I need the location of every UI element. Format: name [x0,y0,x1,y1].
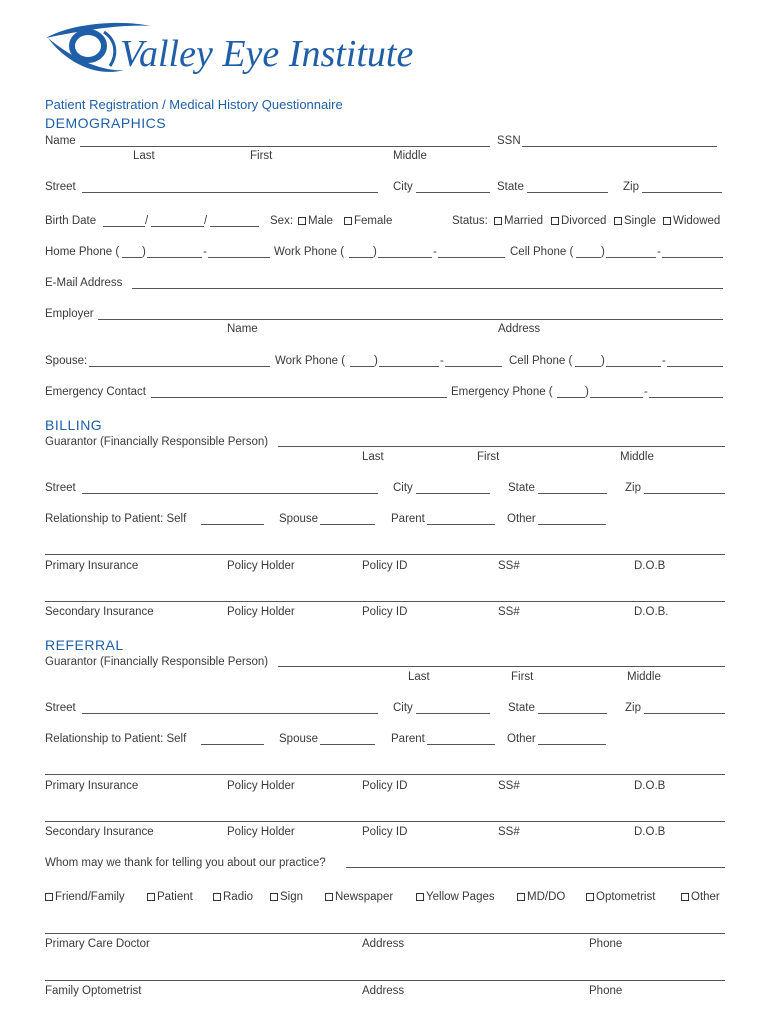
female-label: Female [354,215,393,227]
referral-city-label: City [393,702,413,714]
employer-name-sub: Name [227,323,258,335]
referral-secondary-insurance-line[interactable] [45,821,725,822]
billing-sub-middle: Middle [620,451,654,463]
paren: ) [374,355,378,367]
option-label: MD/DO [527,891,566,903]
cell-phone-area-field[interactable] [576,257,601,258]
option-yellow-pages[interactable] [416,890,495,904]
billing-primary-ss: SS# [498,560,520,572]
primary-care-line[interactable] [45,933,725,934]
dash: - [662,355,666,367]
status-single-option[interactable] [614,214,656,228]
dash: - [644,386,648,398]
paren: ) [585,386,589,398]
family-optometrist-address: Address [362,985,405,997]
billing-other-field[interactable] [538,524,606,525]
billing-street-label: Street [45,482,76,494]
checkbox-icon [681,893,689,901]
referral-zip-field[interactable] [644,713,725,714]
spouse-work-phone-label: Work Phone ( [275,355,346,367]
option-sign[interactable] [270,890,303,904]
checkbox-icon [325,893,333,901]
referral-parent-field[interactable] [427,744,495,745]
cell-phone-number-field[interactable] [662,257,723,258]
status-divorced-option[interactable] [551,214,606,228]
checkbox-icon [213,893,221,901]
referral-parent-label: Parent [391,733,425,745]
checkbox-icon [270,893,278,901]
street-field[interactable] [82,192,378,193]
thank-question-label: Whom may we thank for telling you about our practice? [45,857,326,869]
emergency-phone-number-field[interactable] [649,397,723,398]
form-title: Patient Registration / Medical History Questionnaire [45,97,343,112]
option-label: Sign [280,891,304,903]
birth-month-field[interactable] [103,226,145,227]
billing-secondary-policy-id: Policy ID [362,606,408,618]
spouse-label: Spouse: [45,355,88,367]
billing-other-label: Other [507,513,536,525]
birth-day-field[interactable] [151,226,204,227]
spouse-work-number-field[interactable] [445,366,502,367]
ssn-field[interactable] [522,146,717,147]
employer-field[interactable] [98,319,723,320]
work-phone-area-field[interactable] [349,257,373,258]
option-optometrist[interactable] [586,890,655,904]
referral-secondary-insurance-label: Secondary Insurance [45,826,154,838]
home-phone-area-field[interactable] [122,257,142,258]
status-label: Status: [452,215,488,227]
referral-sub-last: Last [408,671,430,683]
sub-first: First [250,150,273,162]
checkbox-icon [298,217,306,225]
checkbox-icon [45,893,53,901]
billing-self-field[interactable] [201,524,264,525]
home-phone-label: Home Phone ( [45,246,120,258]
checkbox-icon [663,217,671,225]
male-label: Male [308,215,333,227]
sub-last: Last [133,150,155,162]
checkbox-icon [344,217,352,225]
spouse-cell-prefix-field[interactable] [606,366,661,367]
cell-phone-prefix-field[interactable] [606,257,656,258]
state-field[interactable] [527,192,608,193]
billing-city-field[interactable] [416,493,490,494]
referral-primary-policy-id: Policy ID [362,780,408,792]
spouse-work-prefix-field[interactable] [379,366,439,367]
checkbox-icon [416,893,424,901]
dash: - [440,355,444,367]
billing-state-label: State [508,482,535,494]
billing-zip-field[interactable] [644,493,725,494]
option-label: Patient [157,891,193,903]
checkbox-icon [494,217,502,225]
billing-secondary-insurance-line[interactable] [45,601,725,602]
family-optometrist-line[interactable] [45,980,725,981]
primary-care-address: Address [362,938,405,950]
paren: ) [373,246,377,258]
work-phone-label: Work Phone ( [274,246,345,258]
billing-state-field[interactable] [538,493,607,494]
thank-question-field[interactable] [346,867,725,868]
employer-address-sub: Address [498,323,541,335]
billing-sub-last: Last [362,451,384,463]
status-widowed-option[interactable] [663,214,720,228]
billing-street-field[interactable] [82,493,378,494]
option-label: Newspaper [335,891,394,903]
referral-secondary-ss: SS# [498,826,520,838]
sex-female-option[interactable] [344,214,392,228]
referral-secondary-dob: D.O.B [634,826,666,838]
dash: - [657,246,661,258]
family-optometrist-label: Family Optometrist [45,985,142,997]
billing-spouse-field[interactable] [320,524,375,525]
referral-secondary-policy-id: Policy ID [362,826,408,838]
divorced-label: Divorced [561,215,607,227]
emergency-contact-label: Emergency Contact [45,386,146,398]
billing-secondary-ss: SS# [498,606,520,618]
billing-primary-policy-holder: Policy Holder [227,560,295,572]
billing-relationship-label: Relationship to Patient: Self [45,513,187,525]
state-label: State [497,181,524,193]
referral-guarantor-label: Guarantor (Financially Responsible Person) [45,656,269,668]
billing-primary-insurance-label: Primary Insurance [45,560,139,572]
emergency-phone-prefix-field[interactable] [590,397,643,398]
billing-city-label: City [393,482,413,494]
referral-zip-label: Zip [625,702,641,714]
spouse-work-area-field[interactable] [350,366,374,367]
billing-parent-label: Parent [391,513,425,525]
city-field[interactable] [416,192,490,193]
billing-primary-policy-id: Policy ID [362,560,408,572]
date-slash: / [204,215,208,227]
billing-heading: BILLING [45,417,103,433]
checkbox-icon [614,217,622,225]
referral-sub-middle: Middle [627,671,661,683]
zip-label: Zip [623,181,639,193]
sex-label: Sex: [270,215,294,227]
referral-spouse-label: Spouse [279,733,319,745]
referral-sub-first: First [511,671,534,683]
referral-city-field[interactable] [416,713,490,714]
referral-primary-insurance-line[interactable] [45,774,725,775]
paren: ) [601,246,605,258]
referral-primary-dob: D.O.B [634,780,666,792]
logo-wordmark: Valley Eye Institute [120,33,414,75]
single-label: Single [624,215,656,227]
billing-primary-insurance-line[interactable] [45,554,725,555]
email-label: E-Mail Address [45,277,123,289]
work-phone-prefix-field[interactable] [378,257,432,258]
work-phone-number-field[interactable] [438,257,505,258]
option-label: Other [691,891,720,903]
referral-street-field[interactable] [82,713,378,714]
billing-secondary-dob: D.O.B. [634,606,669,618]
referral-guarantor-field[interactable] [278,666,725,667]
referral-spouse-field[interactable] [320,744,375,745]
billing-zip-label: Zip [625,482,641,494]
referral-primary-ss: SS# [498,780,520,792]
paren: ) [601,355,605,367]
checkbox-icon [147,893,155,901]
city-label: City [393,181,413,193]
referral-secondary-policy-holder: Policy Holder [227,826,295,838]
married-label: Married [504,215,543,227]
referral-state-label: State [508,702,535,714]
demographics-heading: DEMOGRAPHICS [45,115,167,131]
date-slash: / [145,215,149,227]
referral-state-field[interactable] [538,713,607,714]
birth-date-label: Birth Date [45,215,97,227]
billing-primary-dob: D.O.B [634,560,666,572]
referral-street-label: Street [45,702,76,714]
sub-middle: Middle [393,150,427,162]
street-label: Street [45,181,76,193]
primary-care-phone: Phone [589,938,623,950]
referral-relationship-label: Relationship to Patient: Self [45,733,187,745]
referral-primary-policy-holder: Policy Holder [227,780,295,792]
checkbox-icon [517,893,525,901]
zip-field[interactable] [642,192,722,193]
checkbox-icon [586,893,594,901]
home-phone-prefix-field[interactable] [147,257,202,258]
dash: - [203,246,207,258]
birth-year-field[interactable] [210,226,259,227]
widowed-label: Widowed [673,215,721,227]
option-label: Yellow Pages [426,891,495,903]
cell-phone-label: Cell Phone ( [510,246,574,258]
billing-guarantor-label: Guarantor (Financially Responsible Person) [45,436,269,448]
primary-care-label: Primary Care Doctor [45,938,150,950]
emergency-phone-label: Emergency Phone ( [451,386,553,398]
option-label: Optometrist [596,891,656,903]
billing-parent-field[interactable] [427,524,495,525]
referral-self-field[interactable] [201,744,264,745]
email-field[interactable] [132,288,723,289]
family-optometrist-phone: Phone [589,985,623,997]
billing-secondary-policy-holder: Policy Holder [227,606,295,618]
billing-secondary-insurance-label: Secondary Insurance [45,606,154,618]
referral-heading: REFERRAL [45,637,124,653]
option-patient[interactable] [147,890,193,904]
name-label: Name [45,135,76,147]
spouse-cell-area-field[interactable] [575,366,601,367]
option-label: Friend/Family [55,891,125,903]
home-phone-number-field[interactable] [208,257,270,258]
spouse-cell-number-field[interactable] [667,366,723,367]
billing-sub-first: First [477,451,500,463]
paren: ) [142,246,146,258]
emergency-contact-field[interactable] [151,397,447,398]
referral-primary-insurance-label: Primary Insurance [45,780,139,792]
checkbox-icon [551,217,559,225]
sex-male-option[interactable] [298,214,333,228]
status-married-option[interactable] [494,214,543,228]
spouse-field[interactable] [89,366,270,367]
option-friend-family[interactable] [45,890,125,904]
option-other[interactable] [681,890,720,904]
employer-label: Employer [45,308,94,320]
option-label: Radio [223,891,254,903]
referral-other-field[interactable] [538,744,606,745]
emergency-phone-area-field[interactable] [557,397,585,398]
ssn-label: SSN [497,135,521,147]
billing-guarantor-field[interactable] [278,446,725,447]
dash: - [433,246,437,258]
spouse-cell-phone-label: Cell Phone ( [509,355,573,367]
option-newspaper[interactable] [325,890,393,904]
option-radio[interactable] [213,890,253,904]
name-field[interactable] [80,146,490,147]
referral-other-label: Other [507,733,536,745]
billing-spouse-label: Spouse [279,513,319,525]
option-md-do[interactable] [517,890,565,904]
